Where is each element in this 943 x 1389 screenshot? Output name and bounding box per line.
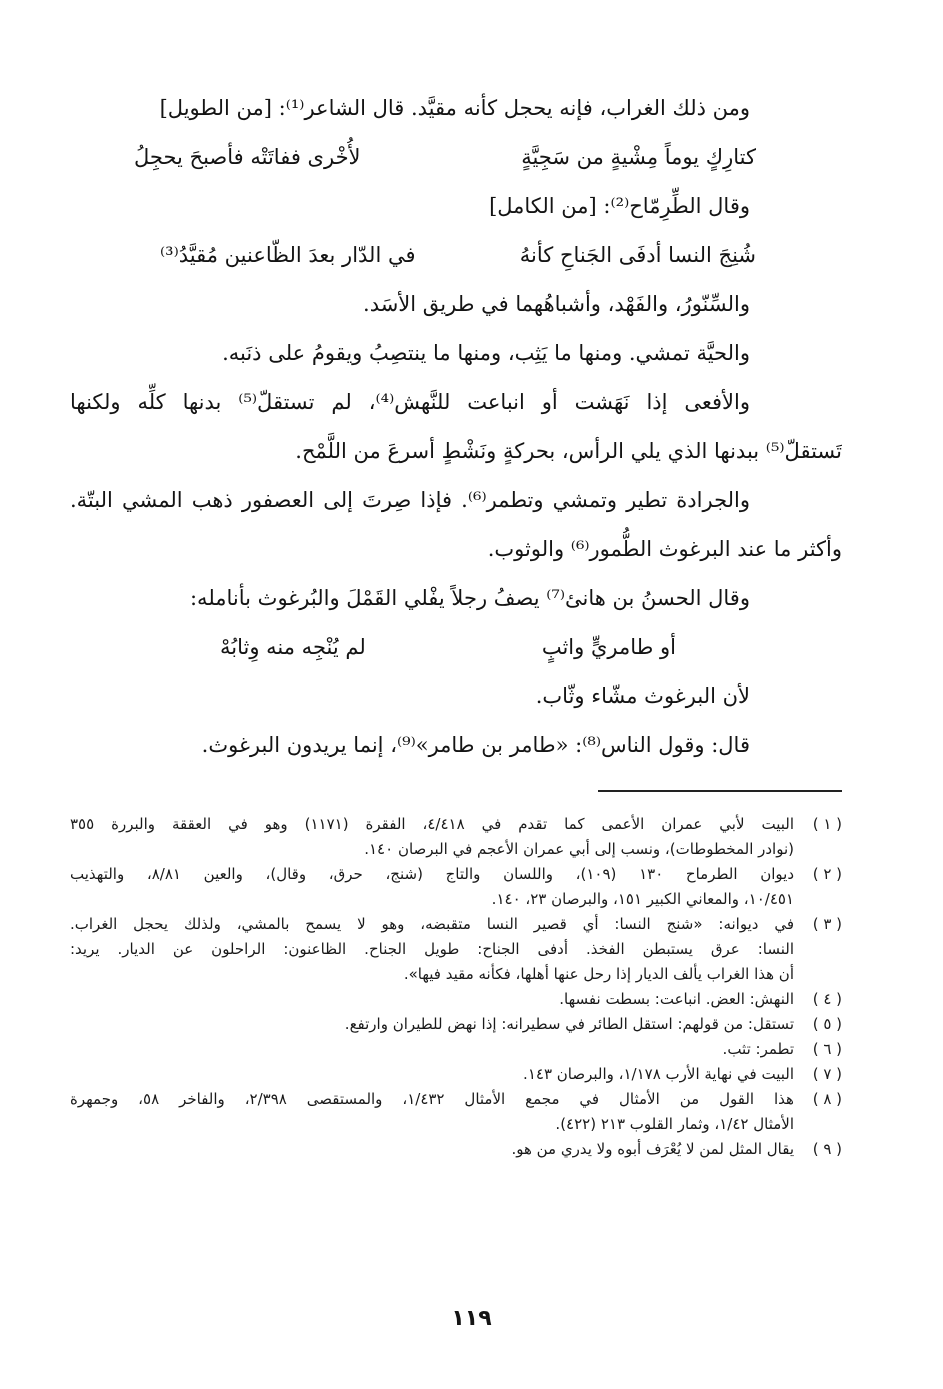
text-line: والأفعى إذا نَهَشت أو انباعت للنَّهش⁽⁴⁾، لم تستقلّ⁽⁵⁾ بدنها كلِّه ولكنها bbox=[70, 390, 751, 414]
verse-line bbox=[70, 133, 842, 182]
main-text bbox=[70, 84, 842, 770]
footnote-4 bbox=[70, 987, 842, 1012]
footnote-line: يقال المثل لمن لا يُعْرَف أبوه ولا يدري من هو. bbox=[511, 1140, 794, 1158]
footnote-6 bbox=[70, 1037, 842, 1062]
footnote-number: ( ٦ ) bbox=[812, 1040, 842, 1058]
footnote-line: (نوادر المخطوطات)، ونسب إلى أبي عمران الأعجم في البرصان ١٤٠. bbox=[364, 840, 794, 858]
footnote-number: ( ٨ ) bbox=[812, 1090, 842, 1108]
text-line bbox=[70, 280, 842, 329]
verse-second-hemistich: لأُخْرى ففاتَتْه فأصبحَ يحجِلُ bbox=[134, 145, 361, 169]
verse-first-hemistich: كتارِكٍ يوماً مِشْيةٍ من سَجِيَّةٍ bbox=[521, 145, 756, 169]
verse-second-hemistich: في الدّار بعدَ الظّاعنين مُقيَّدُ⁽³⁾ bbox=[160, 243, 416, 267]
footnote-line: ١٠/٤٥١، والمعاني الكبير ١٥١، والبرصان ٢٣، ١٤٠. bbox=[491, 890, 794, 908]
footnote-number: ( ٧ ) bbox=[812, 1065, 842, 1083]
text-line-content: والسِّنّورُ، والفَهْد، وأشباهُهما في طريق الأسَد. bbox=[363, 292, 750, 316]
footnote-8 bbox=[70, 1087, 842, 1137]
footnote-line: النهش: العض. انباعت: بسطت نفسها. bbox=[559, 990, 794, 1008]
verse-line bbox=[70, 231, 842, 280]
text-line bbox=[70, 721, 842, 770]
footnote-9 bbox=[70, 1137, 842, 1162]
footnote-number: ( ٥ ) bbox=[812, 1015, 842, 1033]
footnote-line: أن هذا الغراب يألف الديار إذا رحل عنها أهلها، فكأنه مقيد فيها». bbox=[403, 965, 794, 983]
footnote-separator bbox=[598, 790, 842, 792]
footnote-7 bbox=[70, 1062, 842, 1087]
footnote-2 bbox=[70, 862, 842, 912]
verse-line bbox=[70, 623, 842, 672]
footnote-line: البيت لأبي عمران الأعمى كما تقدم في ٤/٤١٨، الفقرة (١١٧١) وهو في العققة والبررة ٣٥٥ bbox=[70, 815, 794, 833]
footnote-line: في ديوانه: «شنج النسا: أي قصير النسا متقبضه، وهو لا يسمح بالمشي، ولذلك يحجل الغراب. bbox=[70, 915, 794, 933]
text-line bbox=[70, 182, 842, 231]
footnote-line: النسا: عرق يستبطن الفخذ. أدفى الجناح: طويل الجناح. الظاعنون: الراحلون عن الديار. يريد: bbox=[70, 940, 794, 958]
footnote-line: هذا القول من الأمثال في مجمع الأمثال ١/٤٣٢، والمستقصى ٢/٣٩٨، والفاخر ٥٨، وجمهرة bbox=[70, 1090, 794, 1108]
footnote-number: ( ٣ ) bbox=[812, 915, 842, 933]
text-line-content: والحيَّة تمشي. ومنها ما يَثِب، ومنها ما ينتصِبُ ويقومُ على ذنَبه. bbox=[222, 341, 750, 365]
text-line-content: ومن ذلك الغراب، فإنه يحجل كأنه مقيَّد. قال الشاعر⁽¹⁾: [من الطويل] bbox=[159, 96, 750, 120]
footnote-number: ( ٢ ) bbox=[812, 865, 842, 883]
text-line: تَستقلّ⁽⁵⁾ ببدنها الذي يلي الرأس، بحركةٍ ونَشْطٍ أسرعَ من اللَّمْح. bbox=[295, 439, 842, 463]
page-number: ١١٩ bbox=[451, 1306, 492, 1331]
verse-first-hemistich: أو طامريٍّ واثبٍ bbox=[541, 635, 676, 659]
text-line bbox=[70, 574, 842, 623]
footnote-number: ( ١ ) bbox=[812, 815, 842, 833]
footnote-line: البيت في نهاية الأرب ١/١٧٨، والبرصان ١٤٣. bbox=[523, 1065, 794, 1083]
text-line-content: وقال الطِّرِمّاح⁽²⁾: [من الكامل] bbox=[489, 194, 750, 218]
text-line-content: قال: وقول الناس⁽⁸⁾: «طامر بن طامر»⁽⁹⁾، إنما يريدون البرغوث. bbox=[201, 733, 750, 757]
footnote-line: ديوان الطرماح ١٣٠ (١٠٩)، واللسان والتاج (شنج، حرق، وقال)، والعين ٨/٨١، والتهذيب bbox=[70, 865, 794, 883]
text-line bbox=[70, 672, 842, 721]
text-line-content: وقال الحسنُ بن هانئ⁽⁷⁾ يصفُ رجلاً يفْلي القَمْلَ والبُرغوث بأنامله: bbox=[189, 586, 750, 610]
footnote-3 bbox=[70, 912, 842, 987]
footnote-line: تستقل: من قولهم: استقل الطائر في سطيرانه: إذا نهض للطيران وارتفع. bbox=[344, 1015, 794, 1033]
footnote-1 bbox=[70, 812, 842, 862]
footnote-number: ( ٤ ) bbox=[812, 990, 842, 1008]
text-line bbox=[70, 329, 842, 378]
verse-second-hemistich: لم يُنْجِه منه وِثابُهْ bbox=[220, 635, 366, 659]
text-line-content: لأن البرغوث مشّاء وثّاب. bbox=[535, 684, 750, 708]
verse-first-hemistich: شُنِجَ النسا أدفَى الجَناحِ كأنهُ bbox=[519, 243, 756, 267]
footnote-5 bbox=[70, 1012, 842, 1037]
footnote-line: تطمر: تثب. bbox=[722, 1040, 794, 1058]
text-line: وأكثر ما عند البرغوث الطُّمور⁽⁶⁾ والوثوب. bbox=[487, 537, 842, 561]
footnote-number: ( ٩ ) bbox=[812, 1140, 842, 1158]
footnote-line: الأمثال ١/٤٢، وثمار القلوب ٢١٣ (٤٢٢). bbox=[555, 1115, 794, 1133]
footnotes bbox=[70, 812, 842, 1162]
text-line bbox=[70, 84, 842, 133]
text-line: والجرادة تطير وتمشي وتطمر⁽⁶⁾. فإذا صِرتَ إلى العصفور ذهب المشي البتّة. bbox=[70, 488, 751, 512]
